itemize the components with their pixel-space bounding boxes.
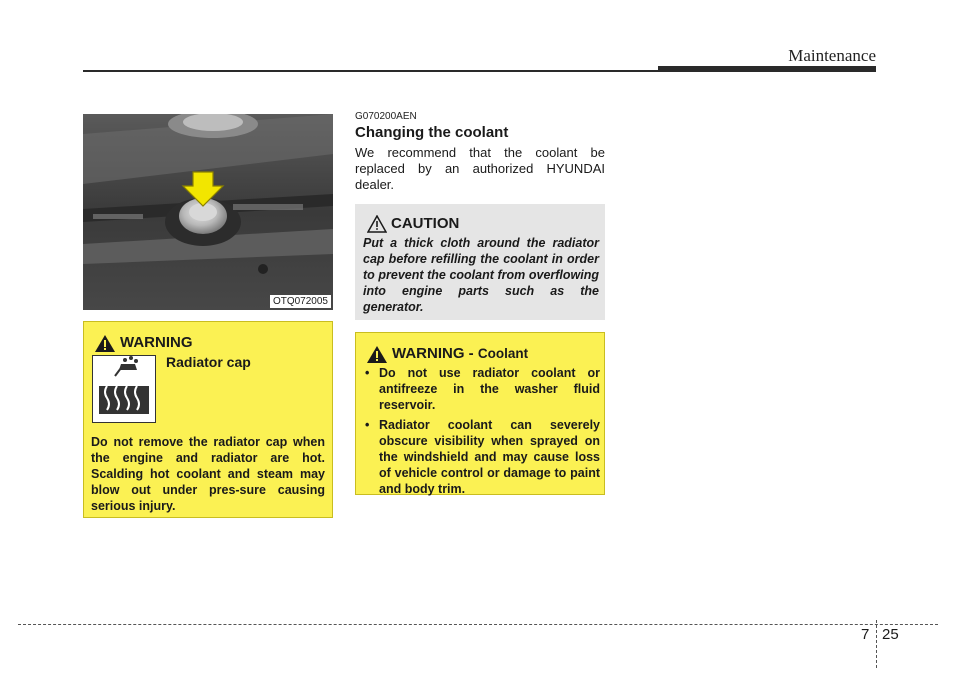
warning-coolant-box — [355, 332, 605, 495]
header-rule-thin — [83, 70, 663, 72]
section-body: We recommend that the coolant be replaced by an authorized HYUNDAI dealer. — [355, 145, 605, 192]
engine-photo — [83, 114, 333, 310]
warning-coolant-title-main: WARNING - — [392, 345, 478, 362]
caution-triangle-icon — [367, 215, 387, 233]
figure-label: OTQ072005 — [270, 295, 331, 308]
list-item: • Radiator coolant can severely obscure visibility when sprayed on the windshield and may cause loss of vehicle control or damage to paint and body trim. — [362, 417, 600, 497]
hot-coolant-icon — [92, 355, 156, 423]
footer-rule — [18, 624, 938, 625]
warning-body: Do not remove the radiator cap when the engine and radiator are hot. Scalding hot coolant and steam may blow out under pres-sure causing serious injury. — [91, 435, 325, 513]
warning-coolant-title-sub: Coolant — [477, 346, 529, 361]
warning-coolant-list — [362, 365, 600, 501]
footer-divider — [876, 620, 877, 668]
list-item: • Do not use radiator coolant or antifreeze in the washer fluid reservoir. — [362, 365, 600, 413]
page-header-title: Maintenance — [788, 46, 876, 65]
warning-triangle-icon — [94, 334, 116, 353]
caution-title: CAUTION — [391, 215, 460, 232]
chapter-number: 7 — [861, 626, 870, 643]
section-code: G070200AEN — [355, 111, 417, 122]
caution-body: Put a thick cloth around the radiator cap before refilling the coolant in order to prevent the coolant from overflowing into engine parts such as the generator. — [363, 236, 599, 314]
header-rule-thick — [658, 66, 876, 72]
warning-coolant-title — [392, 345, 528, 362]
caution-box — [355, 204, 605, 320]
warning-subtitle: Radiator cap — [166, 354, 251, 370]
warning-radiator-box — [83, 321, 333, 518]
radiator-cap-photo-illustration — [83, 114, 333, 310]
warning-triangle-icon — [366, 345, 388, 364]
page-number: 25 — [882, 626, 899, 643]
warning-title: WARNING — [120, 334, 193, 351]
section-title: Changing the coolant — [355, 124, 509, 141]
